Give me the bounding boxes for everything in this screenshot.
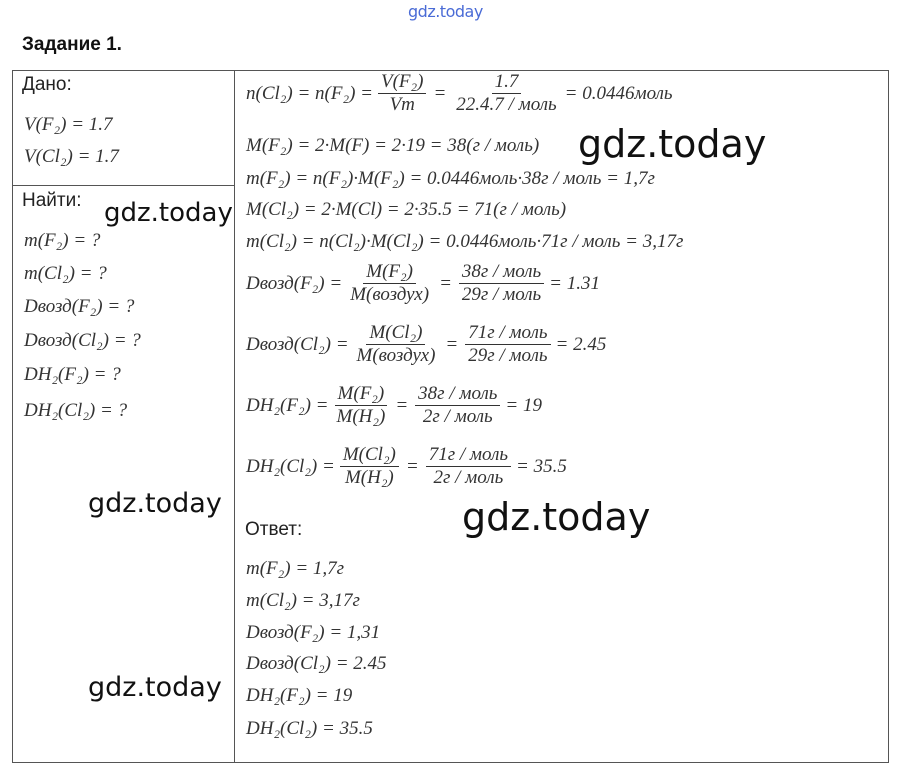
eq1-fraction-volume bbox=[378, 72, 426, 115]
fraction-numerator: 1.7 bbox=[492, 72, 522, 94]
fraction-denominator: M(H₂) bbox=[344, 467, 394, 488]
eq1-fraction-values bbox=[453, 72, 559, 115]
eq8-fraction-2 bbox=[415, 384, 500, 427]
watermark: gdz.today bbox=[578, 122, 767, 166]
given-find-divider bbox=[12, 185, 234, 186]
equals-sign: = bbox=[395, 394, 409, 416]
equals-sign: = bbox=[445, 333, 459, 355]
fraction-numerator: M(Cl₂) bbox=[366, 323, 425, 345]
given-item: V(F₂) = 1.7 bbox=[24, 114, 113, 135]
eq7-fraction-2 bbox=[465, 323, 550, 366]
fraction-denominator: 2г / моль bbox=[422, 406, 493, 427]
eq9-result: = 35.5 bbox=[516, 455, 567, 477]
equation-density-h2-f2 bbox=[246, 384, 542, 427]
site-link[interactable]: gdz.today bbox=[408, 2, 483, 21]
table-left-border bbox=[12, 70, 13, 763]
fraction-numerator: M(F₂) bbox=[363, 262, 416, 284]
fraction-numerator: 38г / моль bbox=[415, 384, 500, 406]
equation-mass-f2: m(F₂) = n(F₂)·M(F₂) = 0.0446моль·38г / моль = 1,7г bbox=[246, 168, 655, 189]
find-label: Найти: bbox=[22, 190, 82, 211]
fraction-numerator: M(F₂) bbox=[335, 384, 388, 406]
answer-item: DH₂(F₂) = 19 bbox=[246, 685, 353, 706]
watermark: gdz.today bbox=[104, 198, 233, 228]
eq8-result: = 19 bbox=[505, 394, 542, 416]
fraction-denominator: M(воздух) bbox=[350, 284, 430, 305]
eq7-result: = 2.45 bbox=[555, 333, 607, 355]
table-bottom-border bbox=[12, 762, 889, 763]
equals-sign: = bbox=[433, 82, 447, 104]
eq7-lhs: Dвозд(Cl₂) = bbox=[246, 333, 349, 355]
find-item: Dвозд(Cl₂) = ? bbox=[24, 330, 141, 351]
table-right-border bbox=[888, 70, 889, 763]
eq9-lhs: DH₂(Cl₂) = bbox=[246, 455, 335, 477]
fraction-denominator: 29г / моль bbox=[461, 284, 542, 305]
watermark: gdz.today bbox=[462, 495, 651, 539]
column-divider bbox=[234, 70, 235, 763]
find-item: DH₂(Cl₂) = ? bbox=[24, 400, 128, 421]
eq6-lhs: Dвозд(F₂) = bbox=[246, 272, 343, 294]
eq1-lhs: n(Cl₂) = n(F₂) = bbox=[246, 82, 373, 104]
equation-mass-cl2: m(Cl₂) = n(Cl₂)·M(Cl₂) = 0.0446моль·71г / моль = 3,17г bbox=[246, 231, 684, 252]
fraction-numerator: 71г / моль bbox=[426, 445, 511, 467]
fraction-numerator: 71г / моль bbox=[465, 323, 550, 345]
fraction-denominator: 22.4.7 / моль bbox=[456, 94, 557, 115]
equals-sign: = bbox=[439, 272, 452, 294]
fraction-denominator: M(воздух) bbox=[356, 345, 436, 366]
watermark: gdz.today bbox=[88, 672, 222, 703]
equation-density-air-f2 bbox=[246, 262, 600, 305]
watermark: gdz.today bbox=[88, 488, 222, 519]
eq7-fraction-1 bbox=[354, 323, 439, 366]
find-item: m(Cl₂) = ? bbox=[24, 263, 107, 284]
fraction-denominator: 29г / моль bbox=[468, 345, 548, 366]
eq9-fraction-1 bbox=[340, 445, 399, 488]
equation-moles bbox=[246, 72, 673, 115]
eq8-lhs: DH₂(F₂) = bbox=[246, 394, 329, 416]
answer-item: Dвозд(Cl₂) = 2.45 bbox=[246, 653, 387, 674]
fraction-numerator: V(F₂) bbox=[378, 72, 426, 94]
answer-item: Dвозд(F₂) = 1,31 bbox=[246, 622, 381, 643]
answer-item: m(Cl₂) = 3,17г bbox=[246, 590, 360, 611]
answer-label: Ответ: bbox=[245, 519, 303, 540]
find-item: DH₂(F₂) = ? bbox=[24, 364, 121, 385]
answer-item: DH₂(Cl₂) = 35.5 bbox=[246, 718, 373, 739]
given-item: V(Cl₂) = 1.7 bbox=[24, 146, 119, 167]
equation-molar-mass-cl2: M(Cl₂) = 2·M(Cl) = 2·35.5 = 71(г / моль) bbox=[246, 199, 567, 220]
equation-molar-mass-f2: M(F₂) = 2·M(F) = 2·19 = 38(г / моль) bbox=[246, 135, 540, 156]
eq9-fraction-2 bbox=[426, 445, 511, 488]
table-top-border bbox=[12, 70, 889, 71]
fraction-numerator: M(Cl₂) bbox=[340, 445, 399, 467]
eq1-result: = 0.0446моль bbox=[564, 82, 673, 104]
fraction-denominator: Vm bbox=[389, 94, 415, 115]
task-title: Задание 1. bbox=[22, 34, 122, 55]
eq6-result: = 1.31 bbox=[549, 272, 600, 294]
find-item: m(F₂) = ? bbox=[24, 230, 101, 251]
eq6-fraction-1 bbox=[347, 262, 432, 305]
equation-density-air-cl2 bbox=[246, 323, 606, 366]
fraction-denominator: M(H₂) bbox=[336, 406, 386, 427]
equals-sign: = bbox=[405, 455, 419, 477]
eq6-fraction-2 bbox=[459, 262, 544, 305]
fraction-numerator: 38г / моль bbox=[459, 262, 544, 284]
fraction-denominator: 2г / моль bbox=[433, 467, 504, 488]
given-label: Дано: bbox=[22, 74, 72, 95]
eq8-fraction-1 bbox=[334, 384, 389, 427]
equation-density-h2-cl2 bbox=[246, 445, 567, 488]
answer-item: m(F₂) = 1,7г bbox=[246, 558, 345, 579]
find-item: Dвозд(F₂) = ? bbox=[24, 296, 135, 317]
